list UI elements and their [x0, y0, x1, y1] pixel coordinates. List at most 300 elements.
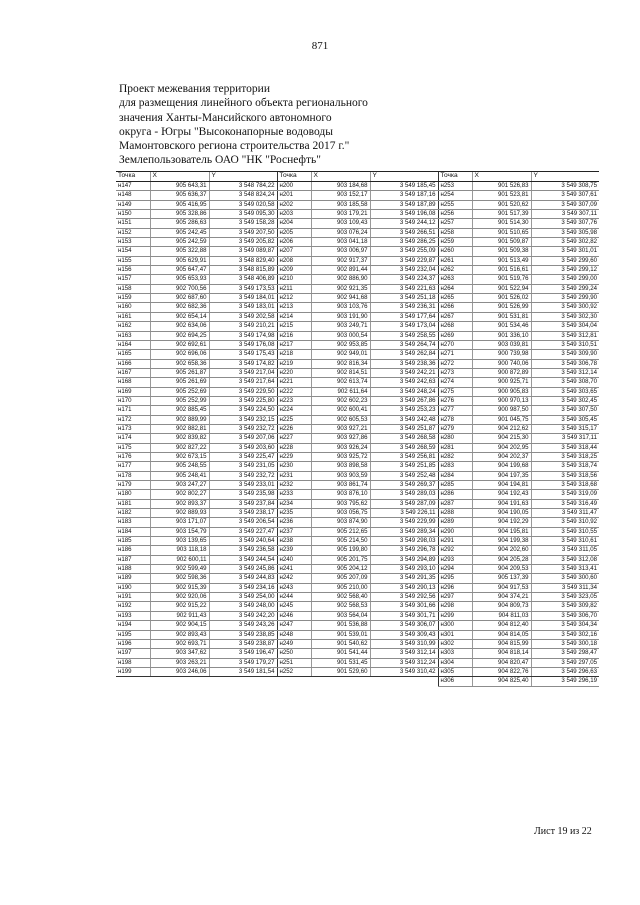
y-coordinate: 3 549 174,82: [209, 359, 277, 368]
point-id: н269: [438, 331, 472, 340]
y-coordinate: 3 549 206,54: [209, 518, 277, 527]
point-id: н239: [277, 546, 311, 555]
x-coordinate: 902 889,93: [150, 509, 209, 518]
x-coordinate: 905 210,00: [311, 583, 370, 592]
table-body: [116, 182, 599, 687]
point-id: н288: [438, 509, 472, 518]
x-coordinate: 902 568,53: [311, 602, 370, 611]
x-coordinate: 903 041,18: [311, 238, 370, 247]
table-row: [116, 368, 599, 377]
x-coordinate: 905 261,87: [150, 368, 209, 377]
point-id: н293: [438, 555, 472, 564]
table-row: [116, 537, 599, 546]
y-coordinate: 3 549 255,09: [370, 247, 438, 256]
point-id: н300: [438, 621, 472, 630]
x-coordinate: 905 629,91: [150, 256, 209, 265]
y-coordinate: 3 549 256,81: [370, 452, 438, 461]
point-id: н195: [116, 630, 150, 639]
y-coordinate: 3 549 289,03: [370, 490, 438, 499]
x-coordinate: 904 814,05: [472, 630, 531, 639]
x-coordinate: 904 191,63: [472, 499, 531, 508]
x-coordinate: 903 926,24: [311, 443, 370, 452]
point-id: н171: [116, 406, 150, 415]
table-row: [116, 322, 599, 331]
y-coordinate: 3 549 310,99: [370, 639, 438, 648]
x-coordinate: 902 700,56: [150, 284, 209, 293]
x-coordinate: 905 201,75: [311, 555, 370, 564]
x-coordinate: 902 839,82: [150, 434, 209, 443]
x-coordinate: 902 904,15: [150, 621, 209, 630]
x-coordinate: 900 740,06: [472, 359, 531, 368]
x-coordinate: 903 247,27: [150, 481, 209, 490]
x-coordinate: 902 891,44: [311, 266, 370, 275]
point-id: н259: [438, 238, 472, 247]
x-coordinate: 905 647,47: [150, 266, 209, 275]
y-coordinate: 3 549 287,09: [370, 499, 438, 508]
point-id: н190: [116, 583, 150, 592]
x-coordinate: 905 214,50: [311, 537, 370, 546]
y-coordinate: 3 549 297,05: [531, 658, 599, 667]
x-coordinate: 903 925,72: [311, 452, 370, 461]
y-coordinate: 3 549 307,50: [531, 406, 599, 415]
y-coordinate: 3 549 301,66: [370, 602, 438, 611]
x-coordinate: 901 540,62: [311, 639, 370, 648]
y-coordinate: 3 548 815,89: [209, 266, 277, 275]
point-id: н297: [438, 593, 472, 602]
x-coordinate: 903 006,97: [311, 247, 370, 256]
point-id: н298: [438, 602, 472, 611]
y-coordinate: 3 549 312,81: [531, 331, 599, 340]
y-coordinate: 3 549 299,90: [531, 294, 599, 303]
x-coordinate: 901 526,83: [472, 182, 531, 191]
x-coordinate: 902 885,45: [150, 406, 209, 415]
x-coordinate: 903 564,04: [311, 611, 370, 620]
y-coordinate: 3 549 251,18: [370, 294, 438, 303]
point-id: н182: [116, 509, 150, 518]
point-id: н230: [277, 462, 311, 471]
x-coordinate: 903 263,21: [150, 658, 209, 667]
x-coordinate: 901 526,02: [472, 294, 531, 303]
y-coordinate: 3 549 238,85: [209, 630, 277, 639]
point-id: н210: [277, 275, 311, 284]
table-row: [116, 238, 599, 247]
point-id: н299: [438, 611, 472, 620]
point-id: н184: [116, 527, 150, 536]
table-row: [116, 434, 599, 443]
point-id: н155: [116, 256, 150, 265]
y-coordinate: 3 549 298,03: [370, 537, 438, 546]
x-coordinate: 902 893,37: [150, 499, 209, 508]
x-coordinate: 903 249,71: [311, 322, 370, 331]
point-id: н264: [438, 284, 472, 293]
y-coordinate: 3 549 312,14: [370, 649, 438, 658]
y-coordinate: 3 549 302,45: [531, 396, 599, 405]
point-id: н257: [438, 219, 472, 228]
column-header-y: Y: [531, 172, 599, 182]
y-coordinate: 3 549 311,47: [531, 509, 599, 518]
point-id: н172: [116, 415, 150, 424]
x-coordinate: 903 109,43: [311, 219, 370, 228]
point-id: н228: [277, 443, 311, 452]
x-coordinate: 902 882,81: [150, 424, 209, 433]
point-id: н241: [277, 565, 311, 574]
point-id: н215: [277, 322, 311, 331]
table-row: [116, 396, 599, 405]
x-coordinate: 905 252,99: [150, 396, 209, 405]
y-coordinate: 3 549 242,63: [370, 378, 438, 387]
point-id: н279: [438, 424, 472, 433]
point-id: н174: [116, 434, 150, 443]
table-row: [116, 639, 599, 648]
x-coordinate: 902 814,51: [311, 368, 370, 377]
y-coordinate: 3 549 238,87: [209, 639, 277, 648]
point-id: н152: [116, 228, 150, 237]
y-coordinate: 3 549 268,58: [370, 434, 438, 443]
point-id: н153: [116, 238, 150, 247]
point-id: н262: [438, 266, 472, 275]
point-id: н193: [116, 611, 150, 620]
x-coordinate: 904 202,60: [472, 546, 531, 555]
column-header-point: Точка: [116, 172, 150, 182]
point-id: н289: [438, 518, 472, 527]
x-coordinate: 902 816,34: [311, 359, 370, 368]
y-coordinate: 3 549 187,89: [370, 200, 438, 209]
y-coordinate: 3 549 229,50: [209, 387, 277, 396]
x-coordinate: 902 694,25: [150, 331, 209, 340]
table-row: [116, 378, 599, 387]
x-coordinate: 904 199,68: [472, 462, 531, 471]
point-id: н156: [116, 266, 150, 275]
y-coordinate: 3 549 185,45: [370, 182, 438, 191]
point-id: н187: [116, 555, 150, 564]
point-id: н211: [277, 284, 311, 293]
point-id: н178: [116, 471, 150, 480]
point-id: н236: [277, 518, 311, 527]
x-coordinate: 901 523,81: [472, 191, 531, 200]
x-coordinate: 903 076,24: [311, 228, 370, 237]
point-id: н245: [277, 602, 311, 611]
y-coordinate: 3 549 306,70: [531, 611, 599, 620]
y-coordinate: 3 549 242,20: [209, 611, 277, 620]
point-id: н268: [438, 322, 472, 331]
point-id: н256: [438, 210, 472, 219]
y-coordinate: 3 549 317,11: [531, 434, 599, 443]
table-row: [116, 200, 599, 209]
x-coordinate: 902 602,23: [311, 396, 370, 405]
x-coordinate: 902 682,36: [150, 303, 209, 312]
point-id: н208: [277, 256, 311, 265]
x-coordinate: 903 861,74: [311, 481, 370, 490]
x-coordinate: 902 953,85: [311, 340, 370, 349]
x-coordinate: 905 137,39: [472, 574, 531, 583]
point-id: н227: [277, 434, 311, 443]
x-coordinate: 902 920,06: [150, 593, 209, 602]
x-coordinate: 903 154,79: [150, 527, 209, 536]
column-header-y: Y: [209, 172, 277, 182]
point-id: н272: [438, 359, 472, 368]
x-coordinate: 901 509,87: [472, 238, 531, 247]
y-coordinate: 3 549 304,34: [531, 621, 599, 630]
point-id: н162: [116, 322, 150, 331]
y-coordinate: 3 549 302,16: [531, 630, 599, 639]
point-id: н243: [277, 583, 311, 592]
y-coordinate: 3 549 312,08: [531, 555, 599, 564]
point-id: н302: [438, 639, 472, 648]
point-id: н220: [277, 368, 311, 377]
y-coordinate: 3 549 229,87: [370, 256, 438, 265]
y-coordinate: 3 549 318,74: [531, 462, 599, 471]
table-row: [116, 630, 599, 639]
title-line: значения Ханты-Мансийского автономного: [119, 111, 332, 124]
y-coordinate: 3 549 318,25: [531, 452, 599, 461]
x-coordinate: 902 673,15: [150, 452, 209, 461]
y-coordinate: 3 549 229,99: [370, 518, 438, 527]
table-row: [116, 490, 599, 499]
x-coordinate: 904 917,53: [472, 583, 531, 592]
x-coordinate: 903 056,75: [311, 509, 370, 518]
y-coordinate: 3 549 205,82: [209, 238, 277, 247]
x-coordinate: 904 212,62: [472, 424, 531, 433]
x-coordinate: 902 915,22: [150, 602, 209, 611]
y-coordinate: 3 549 299,12: [531, 266, 599, 275]
x-coordinate: 902 687,60: [150, 294, 209, 303]
y-coordinate: 3 549 309,82: [531, 602, 599, 611]
y-coordinate: 3 549 225,80: [209, 396, 277, 405]
y-coordinate: 3 549 181,54: [209, 667, 277, 676]
x-coordinate: 904 190,05: [472, 509, 531, 518]
point-id: н270: [438, 340, 472, 349]
point-id: н173: [116, 424, 150, 433]
x-coordinate: 905 322,88: [150, 247, 209, 256]
point-id: н231: [277, 471, 311, 480]
point-id: н253: [438, 182, 472, 191]
point-id: н283: [438, 462, 472, 471]
y-coordinate: 3 549 301,01: [531, 247, 599, 256]
x-coordinate: 904 825,40: [472, 677, 531, 686]
table-row: [116, 611, 599, 620]
table-row: [116, 621, 599, 630]
y-coordinate: 3 549 296,78: [370, 546, 438, 555]
y-coordinate: 3 549 245,86: [209, 565, 277, 574]
point-id: н147: [116, 182, 150, 191]
table-row: [116, 565, 599, 574]
y-coordinate: 3 549 235,98: [209, 490, 277, 499]
table-row: [116, 359, 599, 368]
x-coordinate: 904 822,76: [472, 667, 531, 676]
x-coordinate: 903 039,81: [472, 340, 531, 349]
y-coordinate: 3 549 300,60: [531, 574, 599, 583]
point-id: н284: [438, 471, 472, 480]
x-coordinate: 904 374,21: [472, 593, 531, 602]
y-coordinate: 3 549 233,01: [209, 481, 277, 490]
x-coordinate: 904 809,73: [472, 602, 531, 611]
x-coordinate: 902 611,64: [311, 387, 370, 396]
x-coordinate: 904 199,38: [472, 537, 531, 546]
x-coordinate: 904 202,37: [472, 452, 531, 461]
y-coordinate: 3 549 242,21: [370, 368, 438, 377]
y-coordinate: 3 549 299,24: [531, 284, 599, 293]
x-coordinate: 902 654,14: [150, 312, 209, 321]
x-coordinate: 903 903,59: [311, 471, 370, 480]
point-id: н206: [277, 238, 311, 247]
point-id: н194: [116, 621, 150, 630]
y-coordinate: 3 549 187,16: [370, 191, 438, 200]
x-coordinate: 905 199,80: [311, 546, 370, 555]
y-coordinate: 3 549 224,50: [209, 406, 277, 415]
y-coordinate: 3 549 300,92: [531, 303, 599, 312]
point-id: н285: [438, 481, 472, 490]
x-coordinate: 903 874,90: [311, 518, 370, 527]
x-coordinate: 904 202,95: [472, 443, 531, 452]
point-id: н160: [116, 303, 150, 312]
point-id: н260: [438, 247, 472, 256]
point-id: н258: [438, 228, 472, 237]
table-row: [116, 256, 599, 265]
y-coordinate: 3 549 177,64: [370, 312, 438, 321]
y-coordinate: 3 549 251,87: [370, 424, 438, 433]
y-coordinate: 3 549 207,06: [209, 434, 277, 443]
column-header-x: X: [150, 172, 209, 182]
y-coordinate: 3 549 207,50: [209, 228, 277, 237]
y-coordinate: 3 549 262,84: [370, 350, 438, 359]
x-coordinate: 902 568,40: [311, 593, 370, 602]
point-id: н177: [116, 462, 150, 471]
table-row: [116, 387, 599, 396]
y-coordinate: 3 549 227,47: [209, 527, 277, 536]
point-id: н154: [116, 247, 150, 256]
point-id: н183: [116, 518, 150, 527]
x-coordinate: 902 658,36: [150, 359, 209, 368]
point-id: н267: [438, 312, 472, 321]
x-coordinate: 901 539,01: [311, 630, 370, 639]
y-coordinate: 3 549 236,58: [209, 546, 277, 555]
x-coordinate: 902 921,35: [311, 284, 370, 293]
document-title: [119, 82, 539, 168]
point-id: н255: [438, 200, 472, 209]
x-coordinate: 903 152,17: [311, 191, 370, 200]
x-coordinate: 902 693,71: [150, 639, 209, 648]
y-coordinate: 3 549 225,47: [209, 452, 277, 461]
point-id: н169: [116, 387, 150, 396]
point-id: н266: [438, 303, 472, 312]
x-coordinate: 902 886,90: [311, 275, 370, 284]
x-coordinate: 902 598,36: [150, 574, 209, 583]
y-coordinate: 3 549 310,92: [531, 518, 599, 527]
point-id: н225: [277, 415, 311, 424]
point-id: н202: [277, 200, 311, 209]
y-coordinate: 3 549 244,54: [209, 555, 277, 564]
point-id: н158: [116, 284, 150, 293]
x-coordinate: 904 195,81: [472, 527, 531, 536]
y-coordinate: 3 549 312,14: [531, 368, 599, 377]
point-id: н249: [277, 639, 311, 648]
point-id: н176: [116, 452, 150, 461]
table-row: [116, 247, 599, 256]
x-coordinate: 905 248,41: [150, 471, 209, 480]
y-coordinate: 3 549 269,37: [370, 481, 438, 490]
column-header-point: Точка: [438, 172, 472, 182]
point-id: н234: [277, 499, 311, 508]
y-coordinate: 3 549 253,23: [370, 406, 438, 415]
point-id: н197: [116, 649, 150, 658]
y-coordinate: 3 549 286,25: [370, 238, 438, 247]
y-coordinate: 3 549 266,51: [370, 228, 438, 237]
point-id: н244: [277, 593, 311, 602]
x-coordinate: 900 739,98: [472, 350, 531, 359]
x-coordinate: 902 893,43: [150, 630, 209, 639]
y-coordinate: 3 549 217,04: [209, 368, 277, 377]
y-coordinate: 3 549 302,30: [531, 312, 599, 321]
y-coordinate: 3 549 174,98: [209, 331, 277, 340]
point-id: н180: [116, 490, 150, 499]
x-coordinate: 902 634,06: [150, 322, 209, 331]
point-id: н175: [116, 443, 150, 452]
y-coordinate: 3 549 240,64: [209, 537, 277, 546]
table-row: [116, 471, 599, 480]
table-header-row: [116, 172, 599, 182]
table-row: [116, 555, 599, 564]
x-coordinate: 905 204,12: [311, 565, 370, 574]
x-coordinate: 905 248,55: [150, 462, 209, 471]
y-coordinate: 3 549 307,76: [531, 219, 599, 228]
x-coordinate: 903 184,68: [311, 182, 370, 191]
x-coordinate: 905 653,93: [150, 275, 209, 284]
table-row: [116, 546, 599, 555]
y-coordinate: 3 549 299,60: [531, 256, 599, 265]
point-id: н294: [438, 565, 472, 574]
y-coordinate: 3 549 310,51: [531, 340, 599, 349]
x-coordinate: 901 541,44: [311, 649, 370, 658]
x-coordinate: 904 811,03: [472, 611, 531, 620]
table-row: [116, 275, 599, 284]
point-id: н295: [438, 574, 472, 583]
x-coordinate: 903 876,10: [311, 490, 370, 499]
point-id: н186: [116, 546, 150, 555]
title-line: Землепользователь ОАО "НК "Роснефть": [119, 154, 321, 167]
point-id: н301: [438, 630, 472, 639]
x-coordinate: 905 207,09: [311, 574, 370, 583]
y-coordinate: 3 549 311,34: [531, 583, 599, 592]
x-coordinate: 902 600,11: [150, 555, 209, 564]
point-id: н265: [438, 294, 472, 303]
y-coordinate: 3 549 309,43: [370, 630, 438, 639]
table-row: [116, 583, 599, 592]
point-id: н159: [116, 294, 150, 303]
x-coordinate: 903 191,90: [311, 312, 370, 321]
table-row: [116, 527, 599, 536]
x-coordinate: 903 795,62: [311, 499, 370, 508]
y-coordinate: 3 549 316,49: [531, 499, 599, 508]
table-row: [116, 266, 599, 275]
point-id: н306: [438, 677, 472, 686]
y-coordinate: 3 549 307,11: [531, 210, 599, 219]
point-id: н200: [277, 182, 311, 191]
point-id: н304: [438, 658, 472, 667]
point-id: н203: [277, 210, 311, 219]
x-coordinate: 900 872,89: [472, 368, 531, 377]
y-coordinate: 3 549 238,17: [209, 509, 277, 518]
point-id: н226: [277, 424, 311, 433]
y-coordinate: 3 549 310,55: [531, 527, 599, 536]
y-coordinate: 3 549 292,56: [370, 593, 438, 602]
y-coordinate: 3 549 315,17: [531, 424, 599, 433]
x-coordinate: 904 215,30: [472, 434, 531, 443]
point-id: н233: [277, 490, 311, 499]
point-id: н185: [116, 537, 150, 546]
x-coordinate: 903 898,58: [311, 462, 370, 471]
point-id: н150: [116, 210, 150, 219]
point-id: н235: [277, 509, 311, 518]
